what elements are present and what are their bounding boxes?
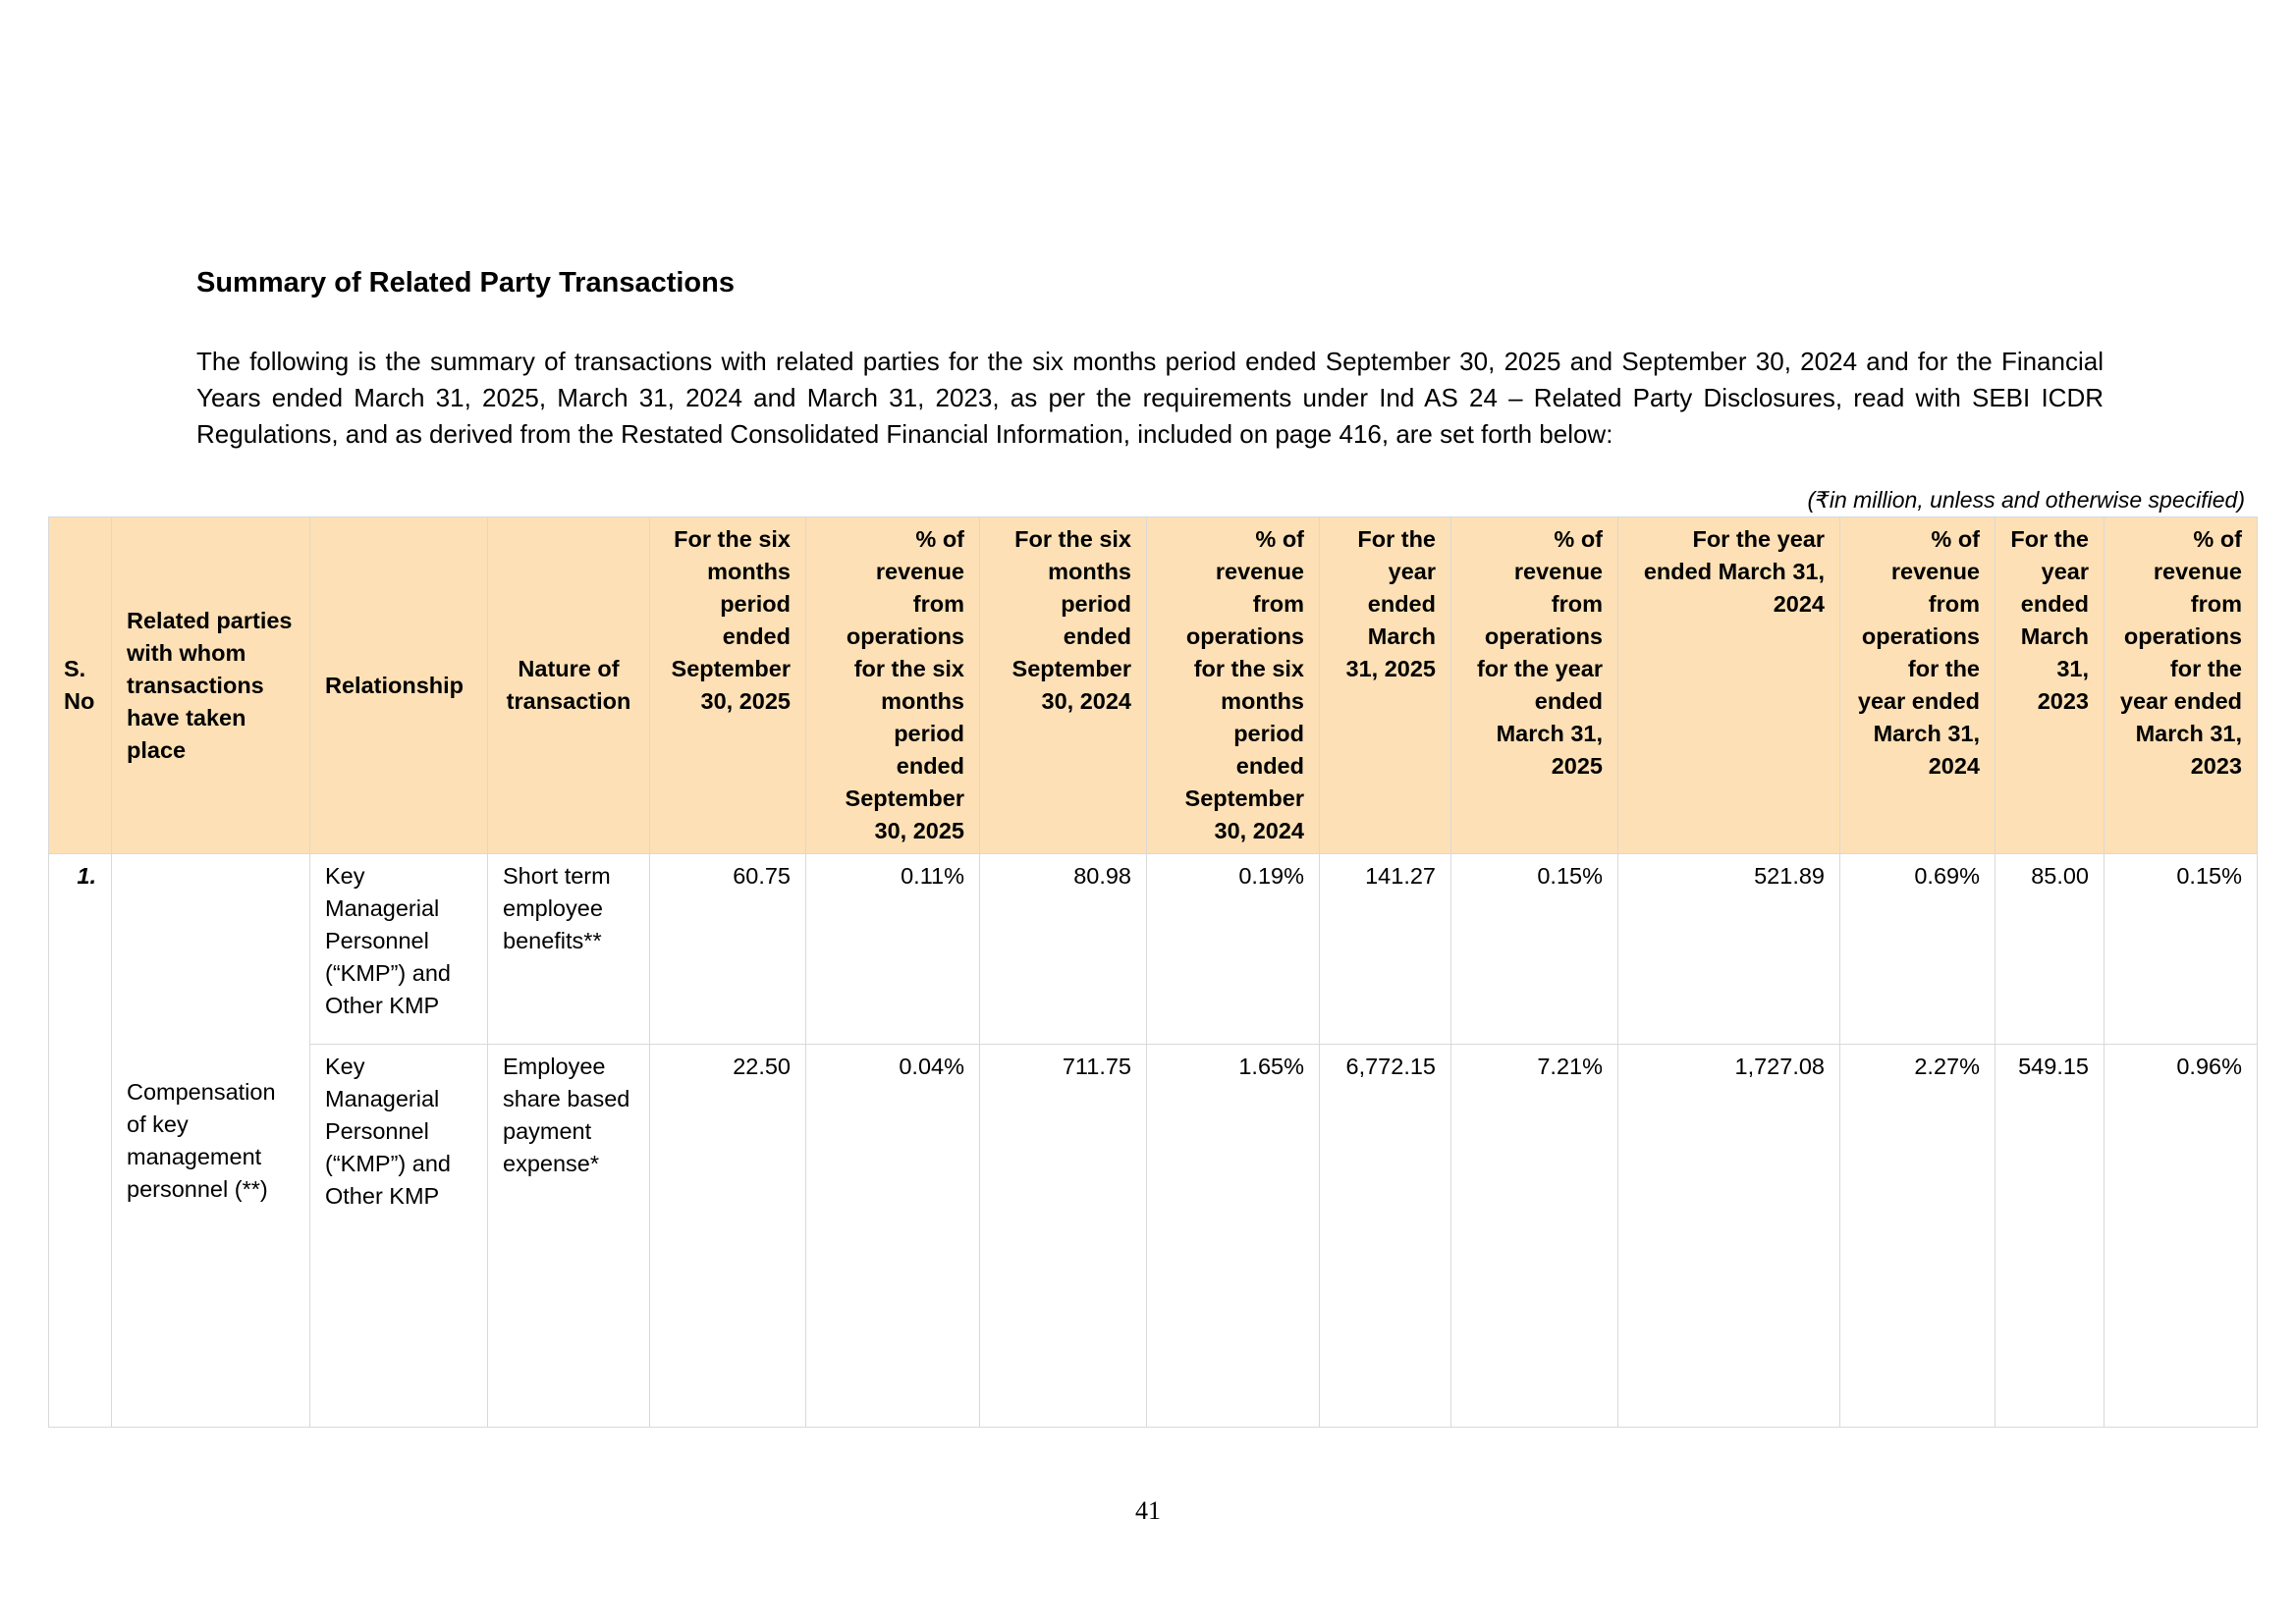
value-cell: 6,772.15 bbox=[1320, 1045, 1451, 1428]
nature-cell: Short term employee benefits** bbox=[488, 854, 650, 1045]
header-nature-of-transaction: Nature of transaction bbox=[488, 517, 650, 854]
related-party-transactions-table bbox=[48, 516, 2258, 1428]
header-year-mar-2025: For the year ended March 31, 2025 bbox=[1320, 517, 1451, 854]
sno-cell: 1. bbox=[49, 854, 112, 1428]
header-year-mar-2023: For the year ended March 31, 2023 bbox=[1995, 517, 2105, 854]
percent-cell: 0.11% bbox=[806, 854, 980, 1045]
header-related-parties: Related parties with whom transactions have taken place bbox=[112, 517, 310, 854]
percent-cell: 0.04% bbox=[806, 1045, 980, 1428]
value-cell: 711.75 bbox=[980, 1045, 1147, 1428]
percent-cell: 0.69% bbox=[1840, 854, 1995, 1045]
header-pct-year-mar-2024: % of revenue from operations for the year ended March 31, 2024 bbox=[1840, 517, 1995, 854]
header-pct-year-mar-2023: % of revenue from operations for the year ended March 31, 2023 bbox=[2105, 517, 2258, 854]
header-year-mar-2024: For the year ended March 31, 2024 bbox=[1618, 517, 1840, 854]
related-party-cell: Compensation of key management personnel (**) bbox=[112, 854, 310, 1428]
table-row bbox=[49, 1045, 2258, 1428]
value-cell: 80.98 bbox=[980, 854, 1147, 1045]
percent-cell: 1.65% bbox=[1147, 1045, 1320, 1428]
value-cell: 85.00 bbox=[1995, 854, 2105, 1045]
header-six-months-sep-2024: For the six months period ended September 30, 2024 bbox=[980, 517, 1147, 854]
value-cell: 521.89 bbox=[1618, 854, 1840, 1045]
unit-note: (₹in million, unless and otherwise specified) bbox=[1807, 487, 2245, 513]
percent-cell: 2.27% bbox=[1840, 1045, 1995, 1428]
intro-paragraph: The following is the summary of transactions with related parties for the six months period ended September 30, 2025 and September 30, 2024 and for the Financial Years ended March 31, 2025, March 31, 2024 and March 31, 2023, as per the requirements under Ind AS 24 – Related Party Disclosures, read with SEBI ICDR Regulations, and as derived from the Restated Consolidated Financial Information, included on page 416, are set forth below: bbox=[196, 347, 2104, 449]
percent-cell: 7.21% bbox=[1451, 1045, 1618, 1428]
relationship-cell: Key Managerial Personnel (“KMP”) and Other KMP bbox=[310, 854, 488, 1045]
value-cell: 1,727.08 bbox=[1618, 1045, 1840, 1428]
percent-cell: 0.96% bbox=[2105, 1045, 2258, 1428]
table-row bbox=[49, 854, 2258, 1045]
header-pct-six-months-sep-2024: % of revenue from operations for the six months period ended September 30, 2024 bbox=[1147, 517, 1320, 854]
nature-cell: Employee share based payment expense* bbox=[488, 1045, 650, 1428]
header-pct-six-months-sep-2025: % of revenue from operations for the six months period ended September 30, 2025 bbox=[806, 517, 980, 854]
value-cell: 22.50 bbox=[650, 1045, 806, 1428]
header-six-months-sep-2025: For the six months period ended September 30, 2025 bbox=[650, 517, 806, 854]
value-cell: 141.27 bbox=[1320, 854, 1451, 1045]
section-heading: Summary of Related Party Transactions bbox=[196, 267, 735, 298]
percent-cell: 0.19% bbox=[1147, 854, 1320, 1045]
header-pct-year-mar-2025: % of revenue from operations for the year ended March 31, 2025 bbox=[1451, 517, 1618, 854]
value-cell: 549.15 bbox=[1995, 1045, 2105, 1428]
header-sno: S. No bbox=[49, 517, 112, 854]
value-cell: 60.75 bbox=[650, 854, 806, 1045]
header-relationship: Relationship bbox=[310, 517, 488, 854]
percent-cell: 0.15% bbox=[2105, 854, 2258, 1045]
percent-cell: 0.15% bbox=[1451, 854, 1618, 1045]
relationship-cell: Key Managerial Personnel (“KMP”) and Other KMP bbox=[310, 1045, 488, 1428]
page-number: 41 bbox=[1135, 1496, 1161, 1525]
table-header-row bbox=[49, 517, 2258, 854]
